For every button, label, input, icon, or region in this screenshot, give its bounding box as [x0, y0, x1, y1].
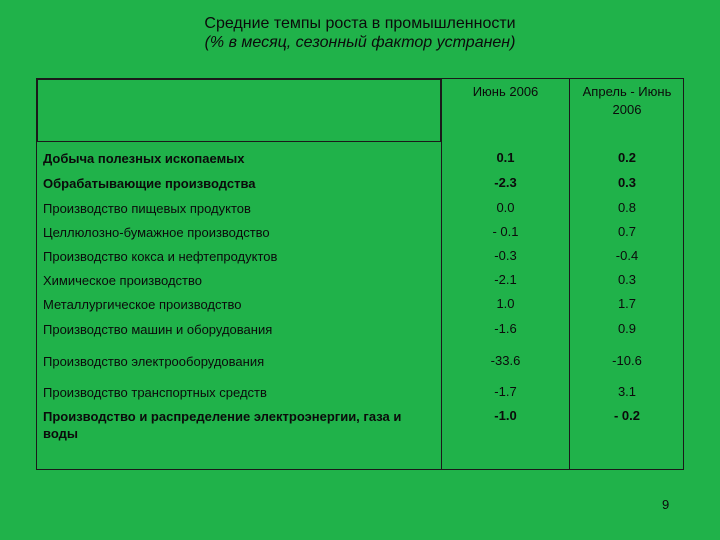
row-label: Производство кокса и нефтепродуктов [43, 249, 278, 264]
row-label: Металлургическое производство [43, 297, 242, 312]
row-label: Производство пищевых продуктов [43, 201, 251, 216]
row-value-june: 0.1 [496, 150, 515, 165]
row-value-june: - 0.1 [492, 224, 519, 239]
row-label: Производство машин и оборудования [43, 322, 273, 337]
row-label: Химическое производство [43, 273, 202, 288]
row-value-apr-jun: -10.6 [612, 353, 642, 368]
column-header-june: Июнь 2006 [472, 84, 539, 99]
row-value-apr-jun: -0.4 [615, 248, 639, 263]
page-number: 9 [662, 497, 670, 512]
row-label: Обрабатывающие производства [43, 176, 256, 191]
row-value-june: 0.0 [496, 200, 515, 215]
row-value-june: -0.3 [494, 248, 517, 263]
row-value-june: 1.0 [496, 296, 515, 311]
row-label: Производство и распределение электроэнергии, газа и воды [43, 409, 402, 441]
row-label: Производство электрооборудования [43, 354, 265, 369]
title-line-2: (% в месяц, сезонный фактор устранен) [204, 34, 516, 51]
column-header-apr-jun: Апрель - Июнь 2006 [582, 84, 672, 117]
row-value-apr-jun: 0.7 [617, 224, 637, 239]
row-value-apr-jun: 3.1 [617, 384, 637, 399]
chart-title [0, 14, 720, 52]
row-value-june: -2.3 [494, 175, 517, 190]
row-value-apr-jun: 1.7 [617, 296, 637, 311]
row-value-june: -33.6 [490, 353, 521, 368]
row-label: Добыча полезных ископаемых [43, 151, 245, 166]
title-line-1: Средние темпы роста в промышленности [204, 15, 516, 32]
row-label: Целлюлозно-бумажное производство [43, 225, 270, 240]
row-value-apr-jun: - 0.2 [613, 408, 640, 423]
row-value-june: -1.0 [494, 408, 517, 423]
row-value-apr-jun: 0.3 [617, 272, 637, 287]
table-corner-cell [37, 79, 441, 142]
row-value-apr-jun: 0.2 [617, 150, 637, 165]
row-label: Производство транспортных средств [43, 385, 267, 400]
row-value-apr-jun: 0.8 [617, 200, 637, 215]
row-value-june: -1.7 [494, 384, 517, 399]
row-value-june: -2.1 [494, 272, 517, 287]
growth-table [36, 78, 684, 470]
row-value-june: -1.6 [494, 321, 517, 336]
row-value-apr-jun: 0.9 [617, 321, 637, 336]
row-value-apr-jun: 0.3 [617, 175, 637, 190]
